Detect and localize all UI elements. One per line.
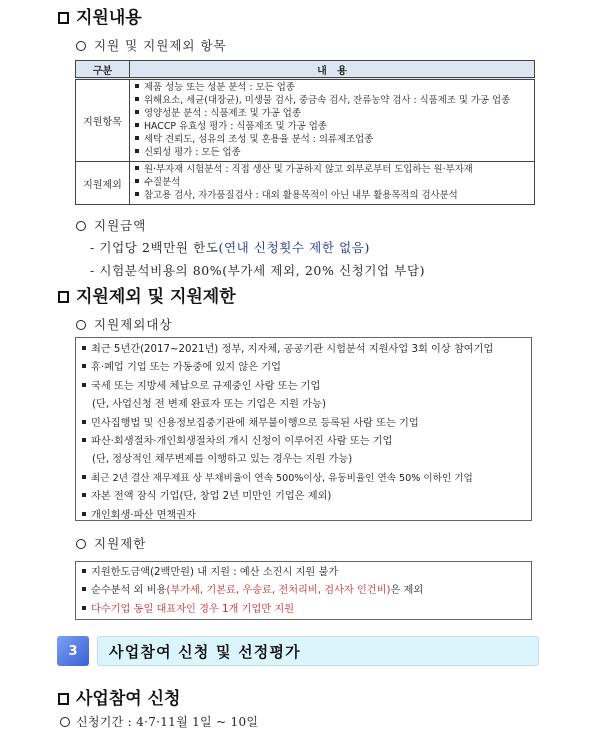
item-text: 참고용 검사, 자가품질검사 : 대외 활용목적이 아닌 내부 활용목적의 검사분석 [144, 190, 458, 201]
list-item [135, 146, 530, 159]
list-item [82, 415, 525, 433]
list-item [135, 133, 530, 146]
amount-text: - 시험분석비용의 80%(부가세 제외, 20% 신청기업 부담) [90, 263, 426, 278]
subheading-text: 지원금액 [94, 218, 147, 233]
section-heading-exclusion [58, 287, 236, 307]
bullet-icon [135, 179, 139, 183]
item-text: 최근 2년 결산 재무제표 상 부채비율이 연속 500%이상, 유동비율인 연속 50% 이하인 기업 [91, 472, 473, 484]
item-text: 자본 전액 잠식 기업(단, 창업 2년 미만인 기업은 제외) [91, 491, 332, 503]
list-item [135, 120, 530, 133]
item-text: 수질분석 [144, 177, 181, 188]
list-item [82, 507, 525, 525]
square-bullet-icon [58, 291, 69, 303]
list-item [82, 341, 525, 359]
items-cell [130, 162, 535, 205]
bullet-icon [135, 192, 139, 196]
amount-highlight: (연내 신청횟수 제한 없음) [218, 240, 370, 255]
item-text: 민사집행법 및 신용정보집중기관에 채무불이행으로 등록된 사람 또는 기업 [91, 417, 419, 429]
list-item [82, 470, 525, 488]
bullet-icon [82, 606, 86, 610]
item-text: 파산·회생절차·개인회생절차의 개시 신청이 이루어진 사람 또는 기업 [91, 436, 393, 448]
item-text: 위해요소, 세균(대장균), 미생물 검사, 중금속 검사, 잔류농약 검사 : 식품제조 및 가공 업종 [144, 95, 511, 106]
list-item [135, 107, 530, 120]
bullet-icon [135, 123, 139, 127]
item-text: 은 제외 [390, 585, 424, 597]
heading-text: 지원제외 및 지원제한 [76, 287, 236, 307]
item-text: (단, 사업신청 전 변제 완료자 또는 기업은 지원 가능) [92, 399, 326, 411]
bullet-icon [82, 587, 86, 591]
list-item [135, 163, 530, 176]
category-cell: 지원제외 [76, 162, 130, 205]
bullet-icon [82, 569, 86, 573]
section-heading-support-content [58, 8, 142, 28]
section-title-bar [97, 636, 539, 666]
bullet-icon [82, 346, 86, 350]
bullet-icon [82, 493, 86, 497]
application-period [60, 714, 258, 730]
column-header-category: 구분 [76, 61, 130, 79]
list-item [135, 81, 530, 94]
item-text: 순수분석 외 비용 [91, 585, 167, 597]
bullet-icon [82, 364, 86, 368]
heading-text: 사업참여 신청 [76, 689, 181, 709]
amount-line-1 [90, 240, 370, 256]
exclusion-list-box [75, 337, 532, 521]
list-item [135, 94, 530, 107]
restriction-list-box [75, 561, 532, 620]
subheading-text: 지원제외대상 [94, 317, 173, 332]
section-title-text: 사업참여 신청 및 선정평가 [109, 642, 301, 661]
section-heading-application [58, 689, 180, 709]
item-text: 세탁 견뢰도, 섬유의 조성 및 혼용율 분석 : 의류제조업종 [144, 134, 374, 145]
column-header-content: 내 용 [130, 61, 535, 79]
list-item [135, 189, 530, 202]
bullet-icon [82, 438, 86, 442]
item-text: HACCP 유효성 평가 : 식품제조 및 가공 업종 [144, 121, 327, 132]
item-text: 영양성분 분석 : 식품제조 및 가공 업종 [144, 108, 301, 119]
bullet-icon [135, 97, 139, 101]
item-text: 신뢰성 평가 : 모든 업종 [144, 147, 241, 158]
subheading-exclusion-targets [76, 317, 172, 333]
list-item-note [82, 451, 525, 469]
category-cell: 지원항목 [76, 79, 130, 162]
item-text: 원·부자재 시험분석 : 직접 생산 및 가공하지 않고 외부로부터 도입하는 원·부자재 [144, 164, 473, 175]
item-text: 휴·폐업 기업 또는 가동중에 있지 않은 기업 [91, 362, 281, 374]
circle-bullet-icon [76, 221, 86, 231]
list-item [135, 176, 530, 189]
list-item [82, 359, 525, 377]
support-items-table [75, 60, 535, 205]
heading-text: 지원내용 [76, 8, 142, 28]
list-item [82, 433, 525, 451]
bullet-icon [82, 475, 86, 479]
list-item [82, 601, 525, 619]
bullet-icon [135, 136, 139, 140]
subheading-text: 지원 및 지원제외 항목 [94, 38, 227, 53]
circle-bullet-icon [76, 41, 86, 51]
subheading-support-items [76, 38, 227, 54]
bullet-icon [135, 84, 139, 88]
item-text: 제품 성능 또는 성분 분석 : 모든 업종 [144, 82, 295, 93]
circle-bullet-icon [76, 320, 86, 330]
table-header-row [76, 61, 535, 79]
subheading-text: 지원제한 [94, 536, 147, 551]
bullet-icon [82, 512, 86, 516]
bullet-icon [82, 420, 86, 424]
item-text: 최근 5년간(2017~2021년) 정부, 지자체, 공공기관 시험분석 지원사업 3회 이상 참여기업 [91, 344, 494, 355]
list-item [82, 564, 525, 582]
item-text: 개인회생·파산 면책권자 [91, 509, 196, 521]
square-bullet-icon [58, 693, 69, 705]
subheading-support-amount [76, 218, 146, 234]
square-bullet-icon [58, 12, 69, 24]
bullet-icon [82, 383, 86, 387]
amount-text: - 기업당 2백만원 한도 [90, 240, 219, 255]
circle-bullet-icon [60, 717, 70, 727]
bullet-icon [135, 149, 139, 153]
period-text: 신청기간 : 4·7·11월 1일 ~ 10일 [76, 715, 259, 729]
section-number-badge: 3 [57, 636, 89, 666]
item-text: 국세 또는 지방세 체납으로 규제중인 사람 또는 기업 [91, 380, 321, 392]
item-text: 지원한도금액(2백만원) 내 지원 : 예산 소진시 지원 불가 [91, 567, 339, 578]
bullet-icon [135, 166, 139, 170]
list-item [82, 488, 525, 506]
list-item [82, 378, 525, 396]
items-cell [130, 79, 535, 162]
circle-bullet-icon [76, 539, 86, 549]
subheading-restrictions [76, 536, 146, 552]
bullet-icon [135, 110, 139, 114]
item-text: (단, 정상적인 채무변제를 이행하고 있는 경우는 지원 가능) [92, 454, 353, 466]
table-row [76, 79, 535, 162]
list-item [82, 582, 525, 600]
table-row [76, 162, 535, 205]
amount-line-2 [90, 263, 425, 279]
list-item-note [82, 396, 525, 414]
item-text-highlight: (부가세, 기본료, 우송료, 전처리비, 검사자 인건비) [166, 585, 391, 597]
item-text-highlight: 다수기업 동일 대표자인 경우 1개 기업만 지원 [91, 603, 295, 615]
